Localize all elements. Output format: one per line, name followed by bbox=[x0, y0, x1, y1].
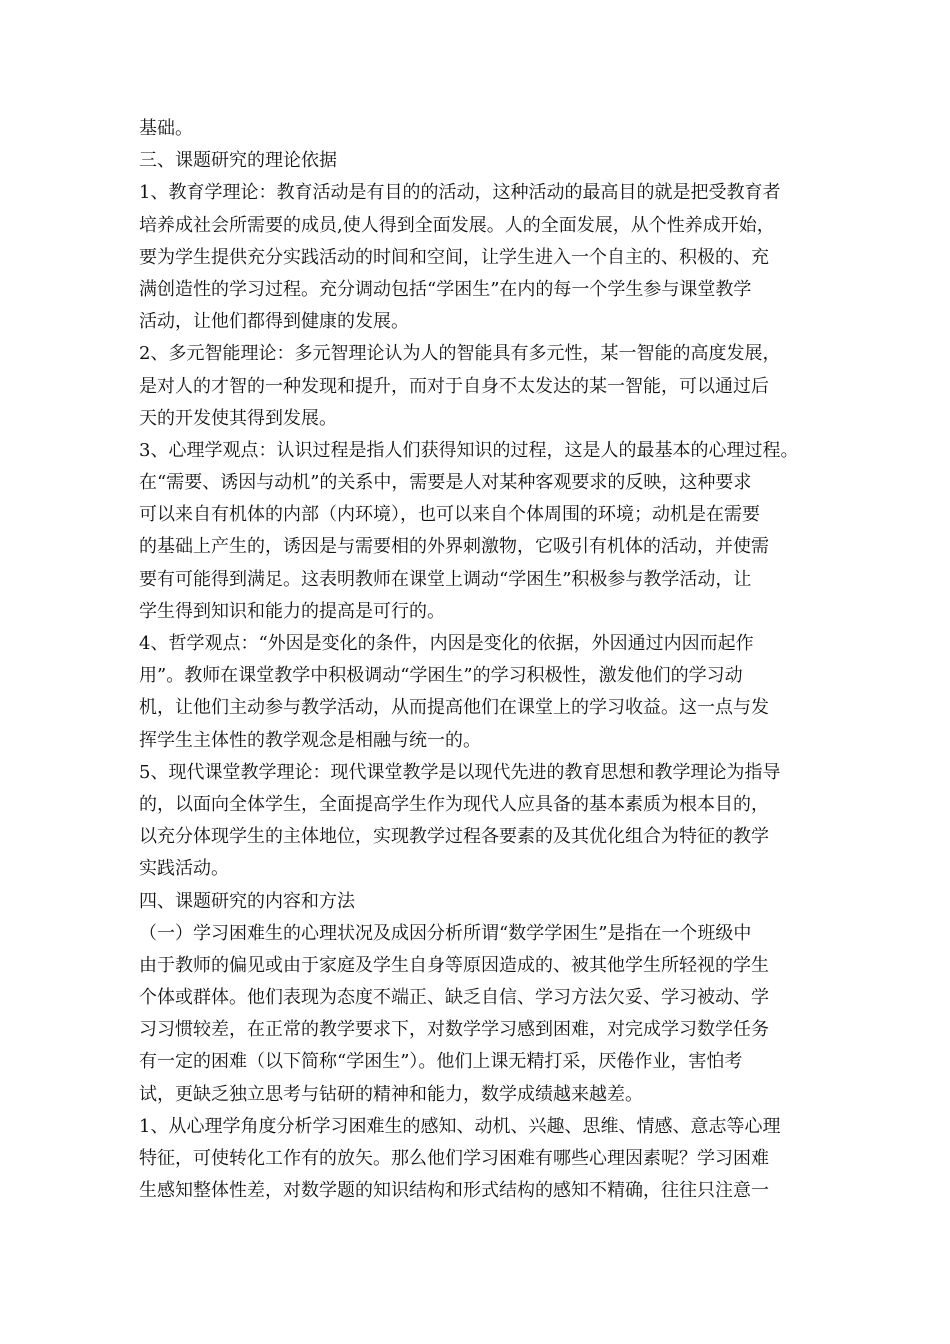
text-line: 培养成社会所需要的成员,使人得到全面发展。人的全面发展，从个性养成开始， bbox=[139, 214, 775, 236]
text-line: 的，以面向全体学生，全面提高学生作为现代人应具备的基本素质为根本目的， bbox=[139, 793, 769, 815]
text-line: 是对人的才智的一种发现和提升，而对于自身不太发达的某一智能，可以通过后 bbox=[139, 375, 769, 397]
text-line: 学生得到知识和能力的提高是可行的。 bbox=[139, 600, 445, 622]
text-line: 1、教育学理论：教育活动是有目的的活动，这种活动的最高目的就是把受教育者 bbox=[139, 182, 781, 204]
text-line: 基础。 bbox=[139, 118, 193, 139]
text-line: 3、心理学观点：认识过程是指人们获得知识的过程，这是人的最基本的心理过程。 bbox=[139, 439, 799, 461]
text-line: 要有可能得到满足。这表明教师在课堂上调动“学困生”积极参与教学活动，让 bbox=[139, 568, 752, 590]
document-body bbox=[139, 113, 829, 1207]
text-line: 特征，可使转化工作有的放矢。那么他们学习困难有哪些心理因素呢？学习困难 bbox=[139, 1148, 769, 1169]
text-line: 用”。教师在课堂教学中积极调动“学困生”的学习积极性，激发他们的学习动 bbox=[139, 665, 743, 687]
text-line: 满创造性的学习过程。充分调动包括“学困生”在内的每一个学生参与课堂教学 bbox=[139, 278, 752, 300]
text-line: 实践活动。 bbox=[139, 858, 229, 880]
text-line: 有一定的困难（以下简称“学困生”）。他们上课无精打采，厌倦作业，害怕考 bbox=[139, 1051, 743, 1073]
text-line: 试，更缺乏独立思考与钻研的精神和能力，数学成绩越来越差。 bbox=[139, 1083, 643, 1105]
text-line: 由于教师的偏见或由于家庭及学生自身等原因造成的、被其他学生所轻视的学生 bbox=[139, 954, 769, 976]
text-line: 天的开发使其得到发展。 bbox=[139, 407, 337, 429]
text-line: 要为学生提供充分实践活动的时间和空间，让学生进入一个自主的、积极的、充 bbox=[139, 246, 769, 268]
text-line: 4、哲学观点：“外因是变化的条件，内因是变化的依据，外因通过内因而起作 bbox=[139, 633, 754, 654]
text-line: 以充分体现学生的主体地位，实现教学过程各要素的及其优化组合为特征的教学 bbox=[139, 826, 769, 848]
text-line: 2、多元智能理论：多元智理论认为人的智能具有多元性，某一智能的高度发展， bbox=[139, 343, 781, 365]
text-line: 机，让他们主动参与教学活动，从而提高他们在课堂上的学习收益。这一点与发 bbox=[139, 697, 769, 719]
text-line: 可以来自有机体的内部（内环境），也可以来自个体周围的环境；动机是在需要 bbox=[139, 504, 760, 526]
text-line: （一）学习困难生的心理状况及成因分析所谓“数学学困生”是指在一个班级中 bbox=[139, 922, 752, 944]
text-line: 挥学生主体性的教学观念是相融与统一的。 bbox=[139, 729, 481, 751]
text-line: 5、现代课堂教学理论：现代课堂教学是以现代先进的教育思想和教学理论为指导 bbox=[139, 761, 781, 783]
text-line: 活动，让他们都得到健康的发展。 bbox=[139, 311, 409, 333]
text-line: 1、从心理学角度分析学习困难生的感知、动机、兴趣、思维、情感、意志等心理 bbox=[139, 1115, 781, 1137]
text-line: 个体或群体。他们表现为态度不端正、缺乏自信、学习方法欠妥、学习被动、学 bbox=[139, 987, 769, 1009]
text-line: 生感知整体性差，对数学题的知识结构和形式结构的感知不精确，往往只注意一 bbox=[139, 1180, 769, 1202]
text-line: 在“需要、诱因与动机”的关系中，需要是人对某种客观要求的反映，这种要求 bbox=[139, 472, 752, 494]
section-heading: 三、课题研究的理论依据 bbox=[139, 150, 337, 172]
text-line: 的基础上产生的，诱因是与需要相的外界刺激物，它吸引有机体的活动，并使需 bbox=[139, 536, 769, 558]
text-line: 习习惯较差，在正常的教学要求下，对数学学习感到困难，对完成学习数学任务 bbox=[139, 1019, 769, 1041]
section-heading: 四、课题研究的内容和方法 bbox=[139, 890, 355, 912]
